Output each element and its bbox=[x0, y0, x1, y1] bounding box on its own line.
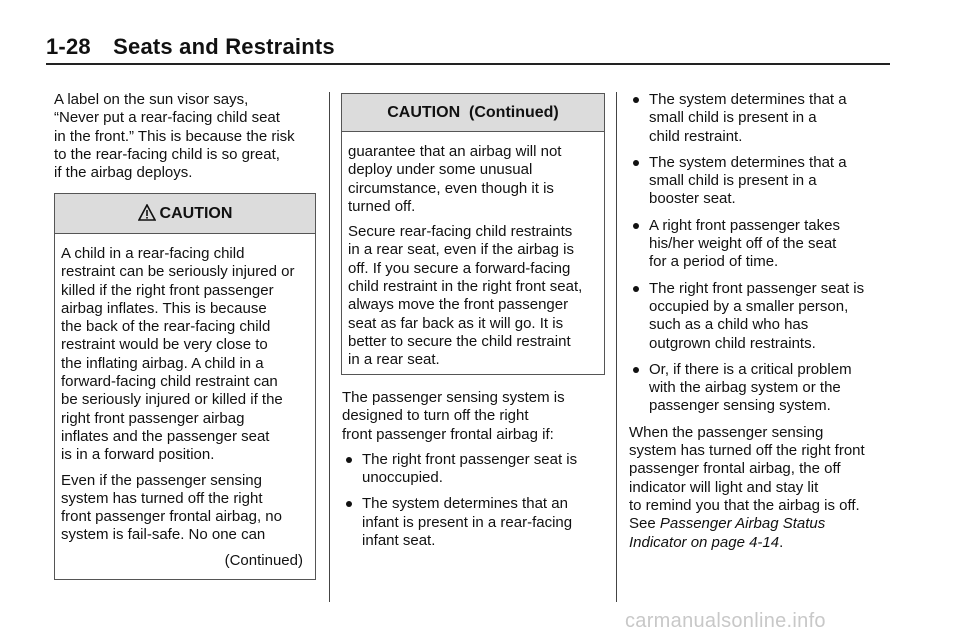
caution-continued-body bbox=[342, 132, 604, 370]
bullet-item: A right front passenger takes his/her weight off of the seat for a period of time. bbox=[629, 217, 891, 272]
bullet-item: The system determines that a small child is present in a booster seat. bbox=[629, 154, 891, 209]
section-title: Seats and Restraints bbox=[113, 34, 335, 59]
page-number: 1-28 bbox=[46, 34, 91, 59]
column-1 bbox=[54, 91, 316, 189]
caution-heading-label: CAUTION bbox=[159, 205, 233, 222]
caution-paragraph-2: Even if the passenger sensing system has turned off the right front passenger frontal airbag, no system is fail-safe. No one can bbox=[61, 471, 282, 544]
bullet-item: The right front passenger seat is unoccupied. bbox=[342, 451, 606, 488]
caution-body bbox=[55, 234, 315, 570]
bullet-icon bbox=[633, 97, 639, 103]
caution-heading bbox=[55, 194, 315, 234]
bullet-item: The right front passenger seat is occupied by a smaller person, such as a child who has outgrown child restraints. bbox=[629, 280, 891, 353]
bullet-icon bbox=[633, 286, 639, 292]
bullet-list-1 bbox=[342, 451, 606, 550]
bullet-icon bbox=[633, 223, 639, 229]
bullet-item: The system determines that a small child is present in a child restraint. bbox=[629, 91, 891, 146]
continued-label: (Continued) bbox=[224, 551, 303, 569]
bullet-icon bbox=[633, 160, 639, 166]
sensing-system-paragraph: The passenger sensing system is designed to turn off the right front passenger frontal airbag if: bbox=[342, 389, 565, 443]
bullet-item: Or, if there is a critical problem with the airbag system or the passenger sensing system. bbox=[629, 361, 891, 416]
caution-continued-paragraph-2: Secure rear-facing child restraints in a rear seat, even if the airbag is off. If you secure a forward-facing child restraint in the right front seat, always move the front passenger seat as far back as it will go. It is better to secure the child restraint in a rear seat. bbox=[348, 223, 583, 369]
column-3 bbox=[629, 91, 891, 559]
watermark: carmanualsonline.info bbox=[625, 610, 826, 632]
intro-paragraph: A label on the sun visor says, “Never put a rear-facing child seat in the front.” This is because the risk to the rear-facing child is so great, if the airbag deploys. bbox=[54, 91, 295, 182]
bullet-icon bbox=[346, 501, 352, 507]
bullet-item: The system determines that an infant is present in a rear-facing infant seat. bbox=[342, 495, 606, 550]
cross-reference-link[interactable]: Passenger Airbag Status Indicator on page 4-14 bbox=[629, 515, 826, 551]
caution-box-1 bbox=[54, 193, 316, 580]
caution-continued-heading bbox=[342, 94, 604, 132]
bullet-icon bbox=[346, 457, 352, 463]
warning-icon bbox=[138, 204, 156, 221]
bullet-list-2 bbox=[629, 91, 891, 416]
caution-paragraph-1: A child in a rear-facing child restraint can be seriously injured or killed if the right front passenger airbag inflates. This is because the back of the rear-facing child restraint would be very close to the inflating airbag. A child in a forward-facing child restraint can be seriously injured or killed if the right front passenger airbag inflates and the passenger seat is in a forward position. bbox=[61, 245, 295, 464]
caution-continued-paragraph-1: guarantee that an airbag will not deploy under some unusual circumstance, even though it is turned off. bbox=[348, 143, 562, 215]
column-divider-1 bbox=[329, 92, 330, 602]
caution-continued-heading-label: CAUTION (Continued) bbox=[387, 104, 559, 121]
column-divider-2 bbox=[616, 92, 617, 602]
off-indicator-paragraph: When the passenger sensing system has turned off the right front passenger frontal airbag, the off indicator will light and stay lit to remind you that the airbag is off. See Passenger Airbag Status Indicator on page 4-14. bbox=[629, 423, 865, 551]
column-2-text bbox=[342, 389, 606, 558]
header-rule bbox=[46, 63, 890, 65]
bullet-icon bbox=[633, 367, 639, 373]
page-header bbox=[46, 34, 335, 60]
caution-box-2 bbox=[341, 93, 605, 375]
